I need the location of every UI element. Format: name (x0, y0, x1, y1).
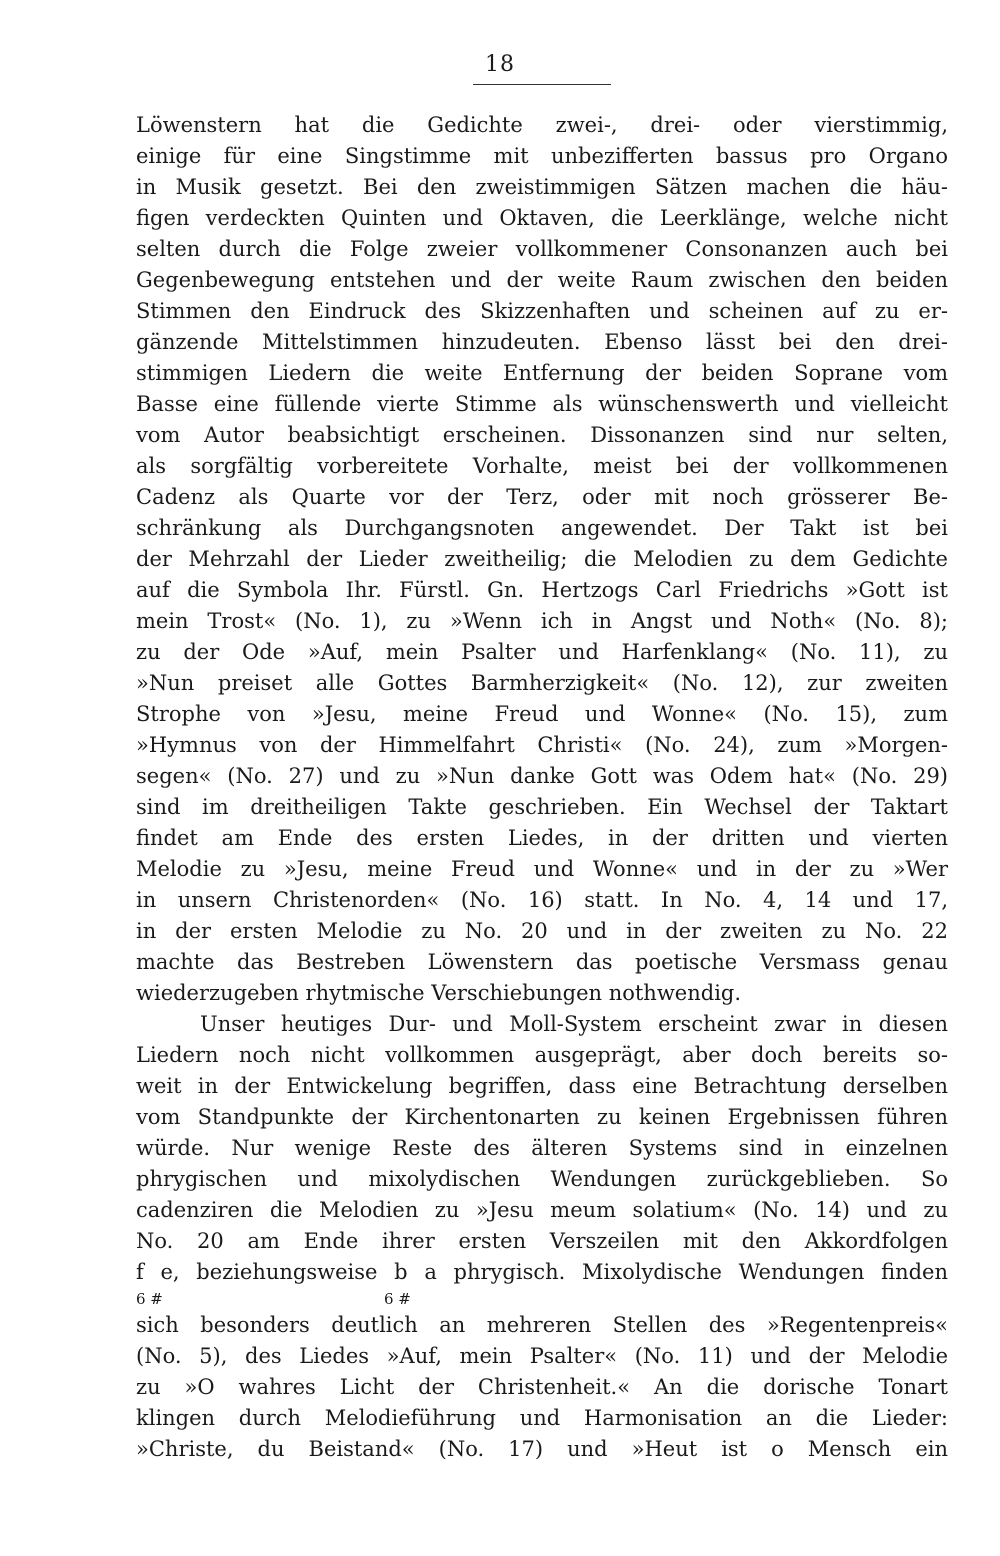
text-line: einige für eine Singstimme mit unbezifferten bassus pro Organo (136, 144, 948, 168)
text-line: Basse eine füllende vierte Stimme als wünschenswerth und vielleicht (136, 392, 948, 416)
text-line: gänzende Mittelstimmen hinzudeuten. Ebenso lässt bei den drei- (136, 330, 948, 354)
text-body (136, 110, 948, 1465)
text-line: zu »O wahres Licht der Christenheit.« An die dorische Tonart (136, 1375, 948, 1399)
text-line: weit in der Entwickelung begriffen, dass eine Betrachtung derselben (136, 1074, 948, 1098)
figured-bass-second: 6 # (384, 1290, 411, 1308)
text-line: stimmigen Liedern die weite Entfernung der beiden Soprane vom (136, 361, 948, 385)
text-line: (No. 5), des Liedes »Auf, mein Psalter« (No. 11) und der Melodie (136, 1344, 948, 1368)
text-line: Melodie zu »Jesu, meine Freud und Wonne« und in der zu »Wer (136, 857, 948, 881)
text-line: Gegenbewegung entstehen und der weite Raum zwischen den beiden (136, 268, 948, 292)
text-line: figen verdeckten Quinten und Oktaven, die Leerklänge, welche nicht (136, 206, 948, 230)
figured-bass-line (136, 1288, 948, 1310)
text-line: sich besonders deutlich an mehreren Stellen des »Regentenpreis« (136, 1313, 948, 1337)
text-line: f e, beziehungsweise b a phrygisch. Mixolydische Wendungen finden (136, 1260, 948, 1284)
text-line: »Hymnus von der Himmelfahrt Christi« (No. 24), zum »Morgen- (136, 733, 948, 757)
text-line: »Nun preiset alle Gottes Barmherzigkeit« (No. 12), zur zweiten (136, 671, 948, 695)
text-line: in Musik gesetzt. Bei den zweistimmigen Sätzen machen die häu- (136, 175, 948, 199)
text-line: No. 20 am Ende ihrer ersten Verszeilen mit den Akkordfolgen (136, 1229, 948, 1253)
text-line: schränkung als Durchgangsnoten angewendet. Der Takt ist bei (136, 516, 948, 540)
text-line: »Christe, du Beistand« (No. 17) und »Heut ist o Mensch ein (136, 1437, 948, 1461)
text-line: cadenziren die Melodien zu »Jesu meum solatium« (No. 14) und zu (136, 1198, 948, 1222)
text-line: selten durch die Folge zweier vollkommener Consonanzen auch bei (136, 237, 948, 261)
text-line: Cadenz als Quarte vor der Terz, oder mit noch grösserer Be- (136, 485, 948, 509)
text-line: würde. Nur wenige Reste des älteren Systems sind in einzelnen (136, 1136, 948, 1160)
text-line: sind im dreitheiligen Takte geschrieben. Ein Wechsel der Taktart (136, 795, 948, 819)
text-line: zu der Ode »Auf, mein Psalter und Harfenklang« (No. 11), zu (136, 640, 948, 664)
text-line: vom Standpunkte der Kirchentonarten zu keinen Ergebnissen führen (136, 1105, 948, 1129)
text-line: Strophe von »Jesu, meine Freud und Wonne« (No. 15), zum (136, 702, 948, 726)
page-number: 18 (485, 52, 515, 77)
text-line: mein Trost« (No. 1), zu »Wenn ich in Angst und Noth« (No. 8); (136, 609, 948, 633)
text-line: segen« (No. 27) und zu »Nun danke Gott was Odem hat« (No. 29) (136, 764, 948, 788)
text-line: phrygischen und mixolydischen Wendungen zurückgeblieben. So (136, 1167, 948, 1191)
text-line: auf die Symbola Ihr. Fürstl. Gn. Hertzogs Carl Friedrichs »Gott ist (136, 578, 948, 602)
text-line: machte das Bestreben Löwenstern das poetische Versmass genau (136, 950, 948, 974)
paragraph-1 (136, 110, 948, 1009)
text-line: der Mehrzahl der Lieder zweitheilig; die Melodien zu dem Gedichte (136, 547, 948, 571)
text-line: in unsern Christenorden« (No. 16) statt. In No. 4, 14 und 17, (136, 888, 948, 912)
text-line: vom Autor beabsichtigt erscheinen. Dissonanzen sind nur selten, (136, 423, 948, 447)
text-line: in der ersten Melodie zu No. 20 und in der zweiten zu No. 22 (136, 919, 948, 943)
text-line: klingen durch Melodieführung und Harmonisation an die Lieder: (136, 1406, 948, 1430)
paragraph-2 (136, 1009, 948, 1465)
text-line: Unser heutiges Dur- und Moll-System erscheint zwar in diesen (200, 1012, 948, 1036)
text-line: findet am Ende des ersten Liedes, in der dritten und vierten (136, 826, 948, 850)
header-rule (473, 84, 611, 85)
text-line: als sorgfältig vorbereitete Vorhalte, meist bei der vollkommenen (136, 454, 948, 478)
figured-bass-first: 6 # (136, 1290, 163, 1308)
text-line: Stimmen den Eindruck des Skizzenhaften und scheinen auf zu er- (136, 299, 948, 323)
text-line: wiederzugeben rhytmische Verschiebungen nothwendig. (136, 981, 742, 1005)
text-line: Löwenstern hat die Gedichte zwei-, drei- oder vierstimmig, (136, 113, 948, 137)
text-line: Liedern noch nicht vollkommen ausgeprägt, aber doch bereits so- (136, 1043, 948, 1067)
